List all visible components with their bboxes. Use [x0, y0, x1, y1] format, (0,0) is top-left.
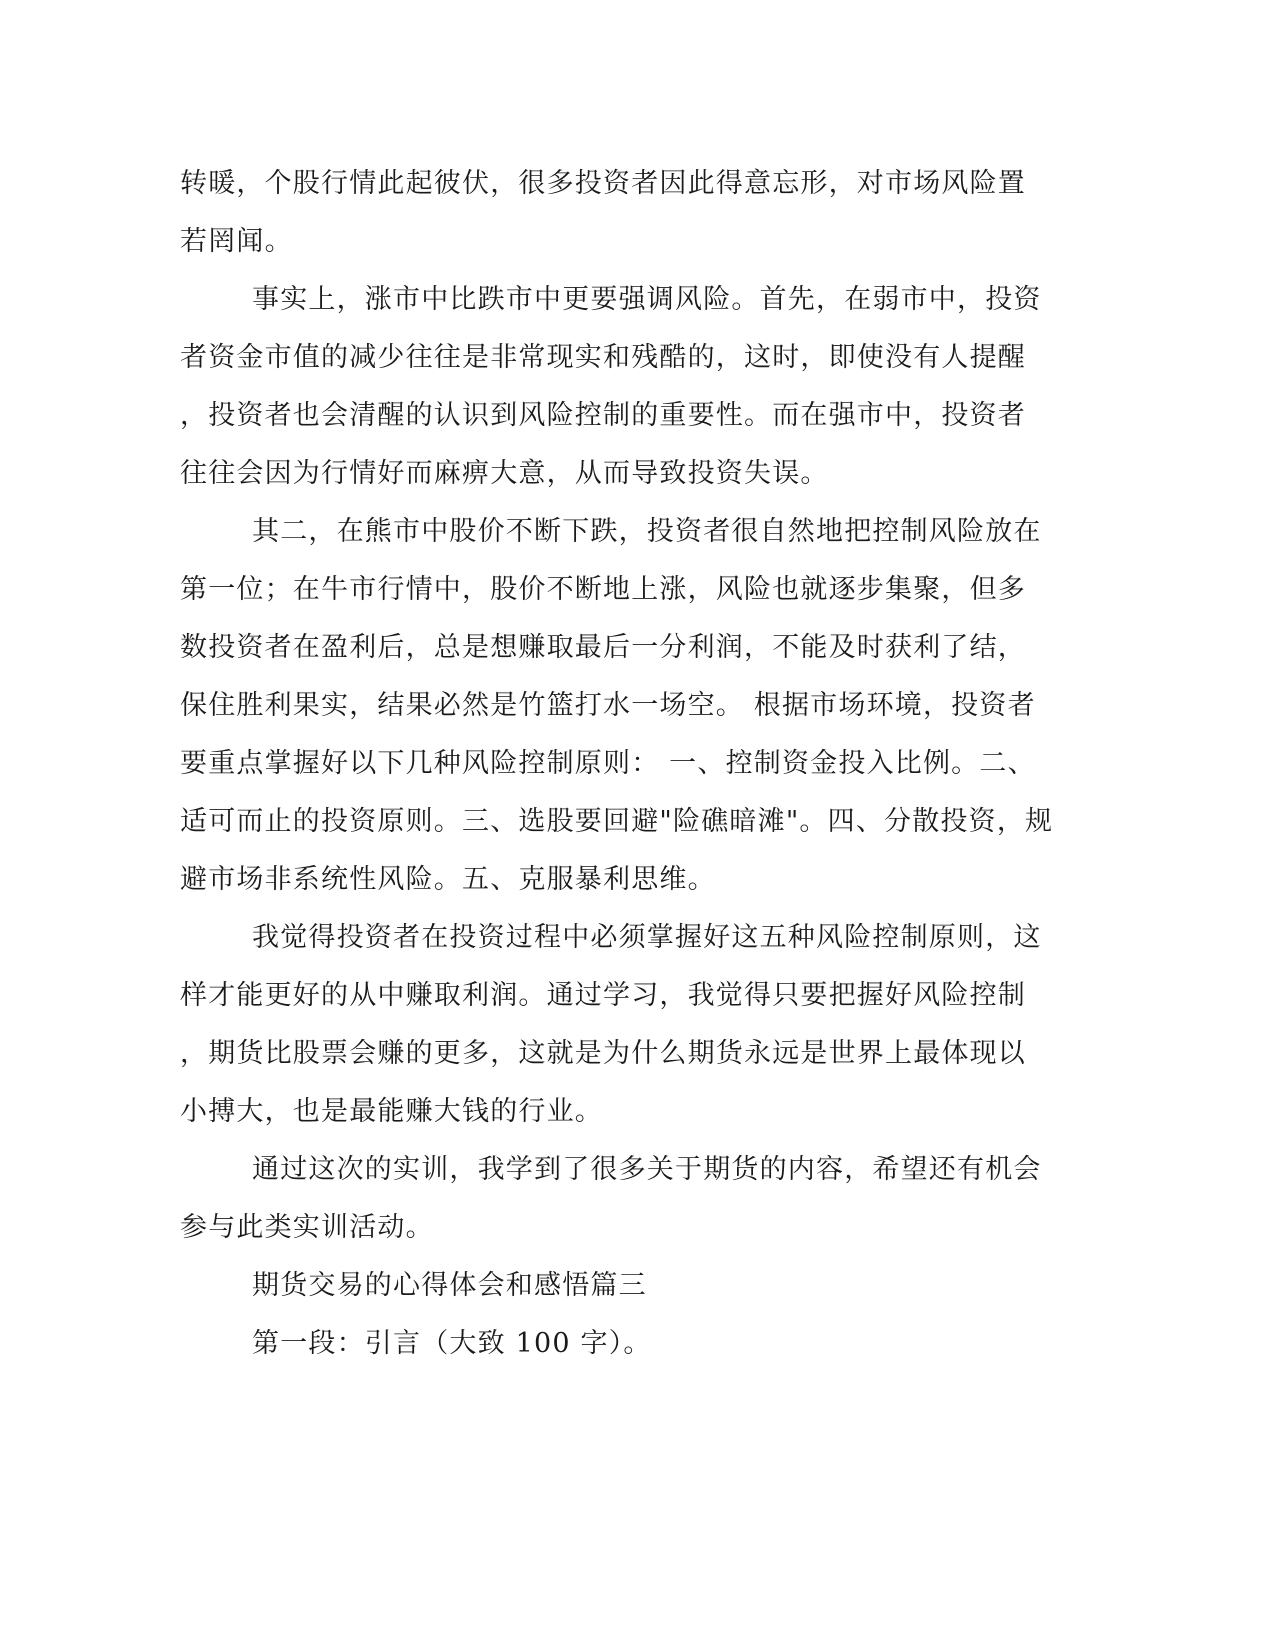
document-body	[180, 155, 1054, 1373]
text-line: 若罔闻。	[180, 226, 293, 257]
text-line: 数投资者在盈利后，总是想赚取最后一分利润，不能及时获利了结，	[180, 632, 1026, 663]
text-line: ，投资者也会清醒的认识到风险控制的重要性。而在强市中，投资者	[180, 400, 1026, 431]
text-line: 要重点掌握好以下几种风险控制原则： 一、控制资金投入比例。二、	[180, 748, 1036, 779]
section-subheading	[180, 1315, 1040, 1373]
paragraph-4	[180, 909, 1040, 1141]
text-line: 通过这次的实训，我学到了很多关于期货的内容，希望还有机会	[252, 1154, 1042, 1185]
text-line: 适可而止的投资原则。三、选股要回避"险礁暗滩"。四、分散投资，规	[180, 806, 1054, 837]
text-line: ，期货比股票会赚的更多，这就是为什么期货永远是世界上最体现以	[180, 1038, 1026, 1069]
text-line: 小搏大，也是最能赚大钱的行业。	[180, 1096, 603, 1127]
text-line: 第一位；在牛市行情中，股价不断地上涨，风险也就逐步集聚，但多	[180, 574, 1026, 605]
section-heading	[180, 1257, 1040, 1315]
paragraph-3	[180, 503, 1054, 909]
text-line: 我觉得投资者在投资过程中必须掌握好这五种风险控制原则，这	[252, 922, 1042, 953]
paragraph-2	[180, 271, 1040, 503]
paragraph-1	[180, 155, 1040, 271]
paragraph-5	[180, 1141, 1040, 1257]
text-line: 避市场非系统性风险。五、克服暴利思维。	[180, 864, 716, 895]
section-title: 期货交易的心得体会和感悟篇三	[252, 1270, 647, 1301]
subsection-title: 第一段：引言（大致 100 字）。	[252, 1328, 652, 1359]
text-line: 事实上，涨市中比跌市中更要强调风险。首先，在弱市中，投资	[252, 284, 1042, 315]
text-line: 其二，在熊市中股价不断下跌，投资者很自然地把控制风险放在	[252, 516, 1042, 547]
text-line: 参与此类实训活动。	[180, 1212, 434, 1243]
text-line: 保住胜利果实，结果必然是竹篮打水一场空。 根据市场环境，投资者	[180, 690, 1036, 721]
text-line: 者资金市值的减少往往是非常现实和残酷的，这时，即使没有人提醒	[180, 342, 1026, 373]
text-line: 往往会因为行情好而麻痹大意，从而导致投资失误。	[180, 458, 829, 489]
text-line: 转暖，个股行情此起彼伏，很多投资者因此得意忘形，对市场风险置	[180, 168, 1026, 199]
text-line: 样才能更好的从中赚取利润。通过学习，我觉得只要把握好风险控制	[180, 980, 1026, 1011]
